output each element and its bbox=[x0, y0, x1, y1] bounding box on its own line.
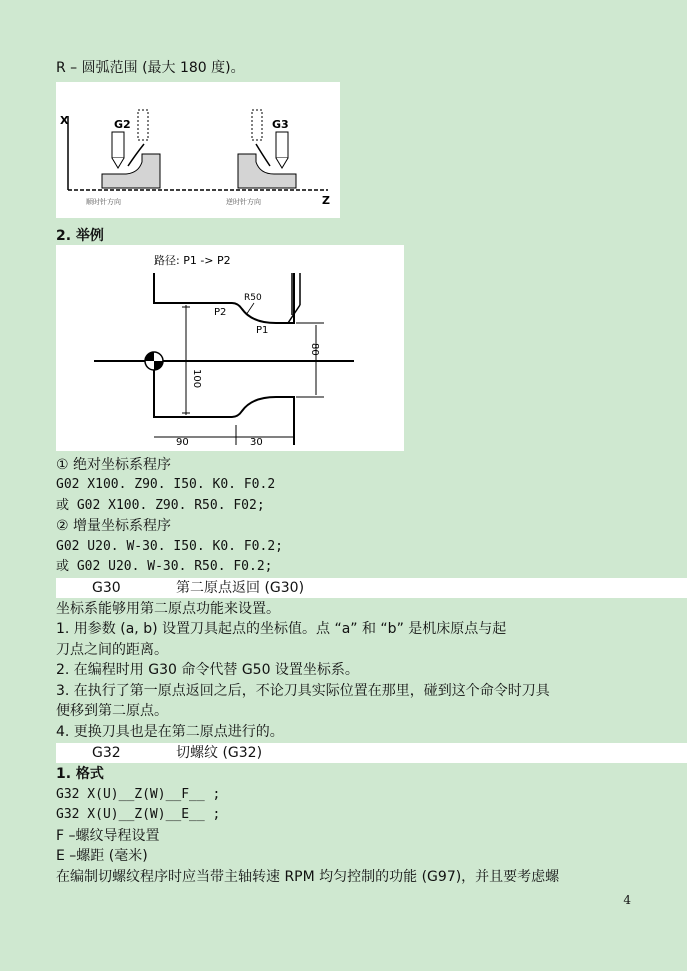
dim-30: 30 bbox=[250, 437, 263, 448]
right-tool-tip bbox=[276, 158, 288, 168]
g30-title: 第二原点返回 (G30) bbox=[176, 580, 305, 596]
incremental-program-line-1: G02 U20. W-30. I50. K0. F0.2; bbox=[56, 539, 283, 554]
r50-label: R50 bbox=[244, 293, 262, 303]
g3-label: G3 bbox=[272, 118, 289, 131]
g30-code: G30 bbox=[92, 580, 121, 596]
absolute-program-line-1: G02 X100. Z90. I50. K0. F0.2 bbox=[56, 477, 276, 492]
absolute-program-heading: ① 绝对坐标系程序 bbox=[56, 457, 172, 473]
g30-intro: 坐标系能够用第二原点功能来设置。 bbox=[56, 601, 280, 617]
g2-label: G2 bbox=[114, 118, 131, 131]
g32-section-band bbox=[56, 743, 687, 763]
workpiece-bottom-outline bbox=[154, 370, 294, 445]
g30-item-4: 4. 更换刀具也是在第二原点进行的。 bbox=[56, 724, 284, 740]
g2-g3-diagram bbox=[56, 82, 340, 218]
right-tool bbox=[276, 132, 288, 158]
e-description: E –螺距 (毫米) bbox=[56, 848, 148, 864]
incremental-program-heading: ② 增量坐标系程序 bbox=[56, 518, 172, 534]
p1-label: P1 bbox=[256, 325, 269, 336]
x-axis-label: X bbox=[60, 114, 69, 127]
g32-title: 切螺纹 (G32) bbox=[176, 745, 263, 761]
f-description: F –螺纹导程设置 bbox=[56, 828, 160, 844]
p2-label: P2 bbox=[214, 307, 227, 318]
right-arc-arrow bbox=[256, 144, 270, 166]
clockwise-caption: 顺时针方向 bbox=[86, 198, 121, 206]
r-description: R – 圆弧范围 (最大 180 度)。 bbox=[56, 60, 245, 76]
page-number: 4 bbox=[623, 893, 631, 907]
path-label: 路径: P1 -> P2 bbox=[154, 254, 231, 267]
dim-80: 80 bbox=[309, 343, 320, 356]
example-path-figure bbox=[56, 245, 404, 451]
g30-item-3a: 3. 在执行了第一原点返回之后，不论刀具实际位置在那里，碰到这个命令时刀具 bbox=[56, 683, 550, 699]
right-tool-ghost bbox=[252, 110, 262, 140]
left-tool bbox=[112, 132, 124, 158]
absolute-program-line-2: 或 G02 X100. Z90. R50. F02; bbox=[56, 498, 265, 513]
g30-item-1a: 1. 用参数 (a, b) 设置刀具起点的坐标值。点 “a” 和 “b” 是机床原点与起 bbox=[56, 621, 507, 637]
left-tool-tip bbox=[112, 158, 124, 168]
example-heading: 2. 举例 bbox=[56, 228, 104, 244]
g30-item-1b: 刀点之间的距离。 bbox=[56, 642, 168, 658]
g2-g3-direction-figure bbox=[56, 82, 340, 218]
incremental-program-line-2: 或 G02 U20. W-30. R50. F0.2; bbox=[56, 559, 273, 574]
dim-90: 90 bbox=[176, 437, 189, 448]
z-axis-label: Z bbox=[322, 194, 330, 207]
format-line-2: G32 X(U)__Z(W)__E__ ; bbox=[56, 807, 221, 822]
left-workpiece bbox=[102, 154, 160, 188]
format-line-1: G32 X(U)__Z(W)__F__ ; bbox=[56, 787, 221, 802]
g30-item-2: 2. 在编程时用 G30 命令代替 G50 设置坐标系。 bbox=[56, 662, 359, 678]
format-heading: 1. 格式 bbox=[56, 766, 104, 782]
g30-section-band bbox=[56, 578, 687, 598]
thread-programming-note: 在编制切螺纹程序时应当带主轴转速 RPM 均匀控制的功能 (G97)，并且要考虑螺 bbox=[56, 869, 560, 885]
left-tool-ghost bbox=[138, 110, 148, 140]
g32-code: G32 bbox=[92, 745, 121, 761]
counterclockwise-caption: 逆时针方向 bbox=[226, 198, 261, 206]
g30-item-3b: 便移到第二原点。 bbox=[56, 703, 168, 719]
dim-100: 100 bbox=[191, 369, 202, 389]
example-path-diagram bbox=[56, 245, 404, 451]
